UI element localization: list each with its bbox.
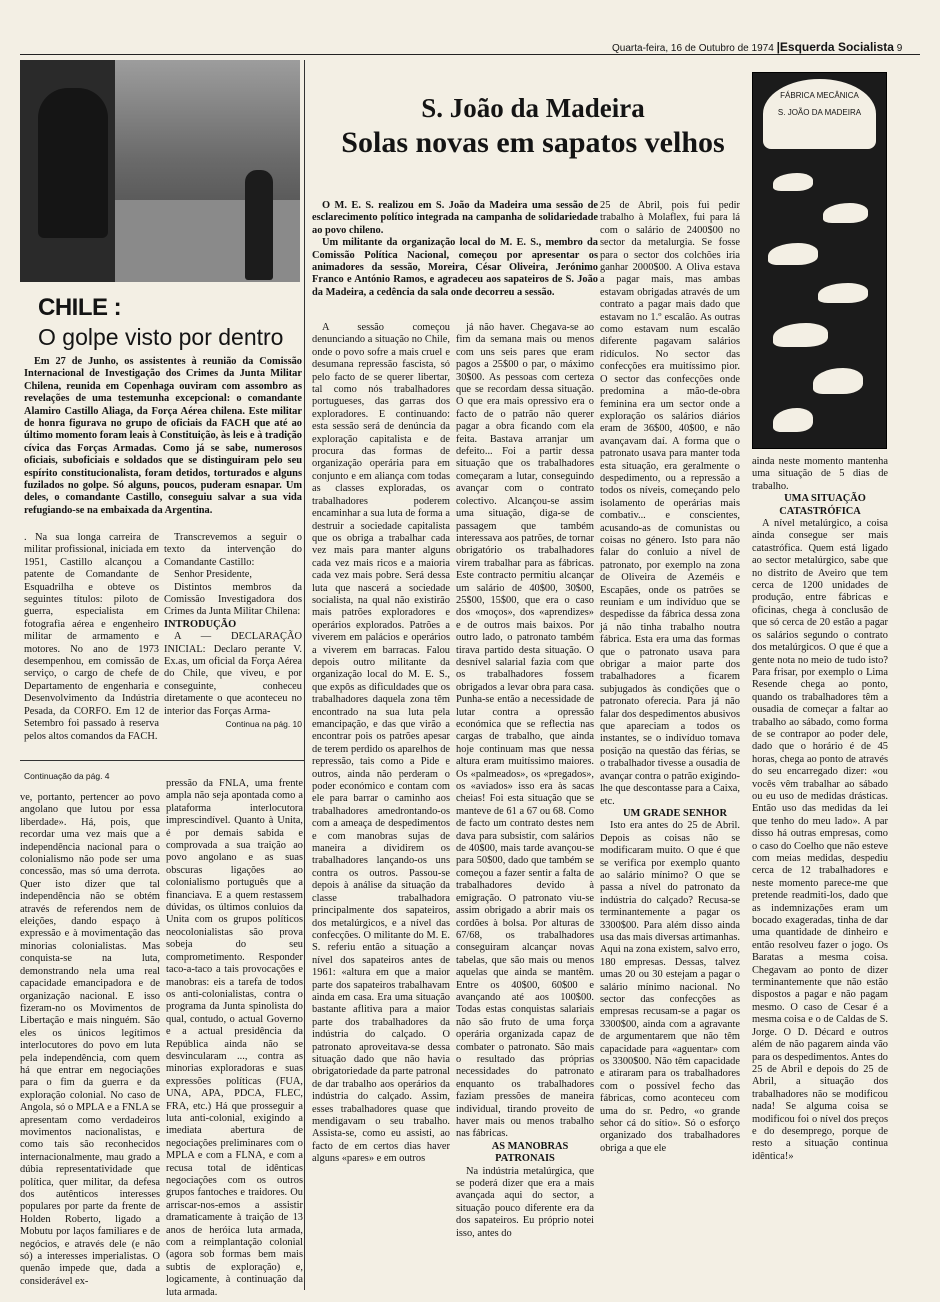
- section-rule: [20, 760, 304, 761]
- manobras-heading: AS MANOBRAS PATRONAIS: [491, 1140, 569, 1165]
- catastrofica-heading: UMA SITUAÇÃO CATASTRÓFICA: [779, 493, 866, 517]
- continued-note: Continua na pág. 10: [225, 719, 302, 730]
- chile-lead: Em 27 de Junho, os assistentes à reunião da Comissão Internacional de Investigação dos Crimes da Junta Militar Chilena, reunida em Copenhaga ouviram com assombro as revelações de uma testemunha excepcional: o comandante Alamiro Castillo Aliaga, da Força Aérea chilena. Este militar de honra figurava no grupo de oficiais da FACH que até ao último momento foram leais à Constituição, às leis e à tradição cívica das Forças Armadas. Como já se sabe, numerosos oficiais, suboficiais e soldados que se distinguiram pelo seu espírito constitucionalista, foram detidos, torturados e alguns fuzilados no golpe. Só alguns, poucos, puderam esnapar. Um deles, o comandante Castillo, conseguiu salvar a sua vida refugiando-se na embaixada da Argentina.: [24, 356, 302, 516]
- bottom-column-2: pressão da FNLA, uma frente ampla não seja apontada como a plataforma interlocutora imprescindível. Quanto à Unita, é por demais sabida e comprovada a sua traição ao povo angolano e as suas obscuras ligações ao colonialismo português que a financiava. E a quem restassem dúvidas, os últimos conluios da Unita com os grupos políticos neocolonialistas são prova sobeja do seu comprometimento. Responder taco-a-taco a tais provocações e manobras: eis a tarefa de todos os anti-colonialistas, contra o programa da Junta spinolista do qual, contudo, o actual Governo e a actual presidência da República ainda não se desvincularam ..., contra as minorias exploradoras e suas expressões políticas (FUA, UNA, APA, PDCA, FLEC, FRA, etc.) Há que prosseguir a luta anti-colonial, exigindo a imediata abertura de negociações preliminares com o MPLA e com a FLNA, e com a recusa total de idênticas negociações com os outros grupos fantoches e traidores. Ou arriscar-nos-emos a assistir dramaticamente à traição de 13 anos de heróica luta armada, com a reimplantação colonial (agora sob formas bem mais subtis de exploração) e, logicamente, à continuação da luta armada.: [166, 778, 303, 1298]
- madeira-title-a: S. João da Madeira: [421, 93, 645, 123]
- intro-heading: INTRODUÇÃO: [164, 618, 237, 630]
- madeira-column-3: 25 de Abril, pois fui pedir trabalho à Molaflex, fui para lá com o salário de 2400$00 no sector da metalurgia. Se fosse para o sector dos colchões iria ganhar 2000$00. A Oliva estava a pagar mais, mas ambas estavam obrigadas através de um contrato a pagar mais dado que estavam no 1.º escalão. As outras como estavam num escalão diferente pagavam salários ridículos. No sector das confecções era muitíssimo pior. O sector das confecções onde predomina a mão-de-obra feminina era um sector onde a exploração os salários diários eram de 36$00, 40$00, e não avançavam daí. A forma que o patronato usava para manter toda esta situação, era geralmente o despedimento, ou a repressão a todos os níveis, começando pelo isolamento de operárias mais combativ... e conscientes, acusando-as de comunistas ou coisas no género. Isto para não falar do conluio a nível de patronato, por exemplo na zona de Oliveira de Azeméis e Escapães, onde os patrões se reuniam e um indivíduo que se despedisse da fábrica dessa zona já não tinha trabalho noutra fábrica. Esta era uma das formas que o patronato usava para obrigar a maior parte dos trabalhadores a ficarem subjugados às condições que o patronato oferecia. Para já não falar dos despedimentos abusivos que apareciam a todos os instantes, se o indivíduo tomava posição na questão das férias, se o trabalhador tivesse a ousadia de avançar contra o patrão exigindo-lhe que descontasse para a Caixa, etc. UM GRADE SENHOR Isto era antes do 25 de Abril. Depois as coisas não se modificaram muito. O que é que se verifica por exemplo quanto ao salário mínimo? O que se passa a nível do patronato da indústria do calçado? Recusa-se terminantemente a pagar os 3300$00. Para além disso ainda usa das mais diversas artimanhas. Aqui na zona existem, salvo erro, 180 empresas. Dessas, talvez umas 20 ou 30 estejam a pagar o salário mínimo nacional. No sector das confecções as empresas recusam-se a pagar os 3300$00, ainda com a agravante de argumentarem que não têm capacidade para «aguentar» com os 3300$00. Não têm capacidade e atiraram para os trabalhadores com o possível fecho das fábricas, como aconteceu com uma do sr. Pedro, «o grande sehor cá do sítio». Só o esforço organizado dos trabalhadores obriga a que ele: [600, 200, 740, 1154]
- bottom-column-1: ve, portanto, pertencer ao povo angolano que lutou por essa liberdade». Há, pois, que recordar uma vez mais que a independência nacional para o colonialismo não pode ser uma concessão, mas só uma derrota. Quer isto dizer que tal independência não se obtém através de referendos nem de eleições, dando espaço à expressão e à movimentação das minorias colonialistas. Mas conquista-se na luta, demonstrando nela uma real capacidade emancipadora e de organização nacional. E isso fizeram-no os Movimentos de Libertação e mais ninguém. São eles os únicos legítimos interlocutores do povo em luta pela independência, com quem há que entrar em negociações para o fim da guerra e da exploração colonial. No caso de Angola, só o MPLA e a FNLA se apresentam como verdadeiros movimentos nacionalistas, e como tais são reconhecidos internacionalmente, mau grado a dúbia representatividade que política, quer militar, da defesa dos autênticos interesses populares por parte da frente de Holden Roberto, ligado a Mobutu por laços familiares e de negócios, e através dele (e não só) a interesses imperialistas. O quenão impede que, dada a considerável ex-: [20, 792, 160, 1287]
- paper-name: Esquerda Socialista: [779, 40, 894, 54]
- chile-headline: [38, 294, 298, 351]
- madeira-column-2: já não haver. Chegava-se ao fim da semana mais ou menos com uns seis pares que eram pagos a 25$00 o par, o máximo 30$00. As pessoas com certeza que se recordam dessa situação. O que era mais opressivo era o facto de o patrão não querer pagar a obra ficando com ela feita. Bastava arranjar um defeito... Foi a partir dessa situação que os trabalhadores começaram a lutar, conseguindo avançar com o contrato colectivo. Alcançou-se assim uma situação, diga-se de passagem que também interessava aos patrões, de tornar obrigatório os trabalhadores virem trabalhar para as fábricas. Este contracto permitiu alcançar um salário de 40$00, 30$00, 25$00, 15$00, que era o caso dos «moços», dos «aprendizes» e de outros mais baixos. Por outro lado, o patronato também tirava partido desta situação. O desnível salarial fazia com que os trabalhadores fossem obrigados a levar obra para casa. Punha-se então a necessidade de lutar contra a opressão económica que se reflectia nas cargas de trabalho, que ainda hoje continuam mas que nessa altura eram muitíssimo maiores. Os «palmeados», os «pregados», os «aviados» isso era às sacas cheias! Foi esta situação que se manteve de 61 a 67 ou 68. Como de facto um contrato destes nem dava para subsistir, com salários de 40$00, mais tarde avançou-se para 50$00, dado que também se começou a fazer sentir a falta de trabalhadores devido à emigração. O patronato viu-se assim obrigado a abrir mais os cordões à bolsa. Por alturas de 67/68, os trabalhadores conseguiram alcançar novas tabelas, que são mais ou menos aquelas que ainda se mantêm. Entre os 40$00, 60$00 e avançando até aos 100$00. Todas estas conquistas salariais não são fruto de uma força operária organizada capaz de combater o patronato. São mais o resultado das próprias necessidades do patronato enquanto os trabalhadores faziam pressões de maneira individual, tirando proveito de haver mais ou menos trabalho nas fábricas. AS MANOBRAS PATRONAIS Na indústria metalúrgica, que se poderá dizer que era a mais avançada aqui do sector, a situação pouco diferente era da dos sapateiros. Eu próprio notei isso, antes do: [456, 322, 594, 1239]
- madeira-title-b: Solas novas em sapatos velhos: [341, 126, 725, 159]
- continuation-label: Continuação da pág. 4: [24, 771, 110, 781]
- madeira-column-4: ainda neste momento mantenha uma situação de 5 dias de trabalho. UMA SITUAÇÃO CATASTRÓFICA A nível metalúrgico, a coisa ainda consegue ser mais catastrófica. Quem está ligado ao sector metalúrgico, sabe que no distrito de Aveiro que tem cerca de 1200 unidades de produção, entre fábricas e oficinas, chega à conclusão de que só cerca de 20 estão a pagar os salários segundo o contrato dos metalúrgicos. O que é que a gente nota no meio de tudo isto? Para frisar, por exemplo o Lima Resende chega ao ponto, quando os trabalhadores têm a ousadia de começar a faltar ao trabalho ao sábado, como forma de se contrapor ao poder dele, dado que o horário é de 45 horas, chega ao ponto de através do seu encarregado dizer: «ou vocês vêm trabalhar ao sábado ou eu uso de medidas drásticas. Então uso das medidas da lei que tenho do meu lado». A par disso há outras empresas, como o caso do Coelho que não esteve com meias medidas, despediu cerca de 12 trabalhadores e neste momento parece-me que pretende readmiti-los, dado que as indemnizações eram um bocado exageradas, tinha de dar uma quantidade de dinheiro e então resolveu fazer o jogo. Os Baratas a mesma coisa. Chegavam ao ponto de dizer terminantemente que não estão dispostos a pagar e não pagam mesmo. O caso de Cesar é a mesma coisa e o de Caldas de S. Jorge. O D. Décard e outros além de não pagarem ainda vão para os despedimentos. Antes do 25 de Abril e depois do 25 de Abril, a situação dos trabalhadores não se modificou nada! Se alguma coisa se modificou foi o nível dos preços e do desemprego, porque de resto a situação continua idêntica!»: [752, 456, 888, 1162]
- column-rule: [304, 60, 305, 1290]
- grade-senhor-heading: UM GRADE SENHOR: [623, 807, 727, 819]
- madeira-headline: [318, 92, 748, 162]
- factory-sign: FÁBRICA MECÂNICA S. JOÃO DA MADEIRA: [763, 79, 876, 149]
- page-number: 9: [896, 43, 903, 54]
- chile-column-a: . Na sua longa carreira de militar profissional, iniciada em 1951, Castillo alcançou a patente de Comandante de Esquadrilha e obteve os seguintes títulos: piloto de guerra, especialista em fotografia aérea e engenheiro militar de armamento e motores. No ano de 1973 desempenhou, em comissão de serviço, o cargo de chefe de Departamento de engenharia e Desenvolvimento da Indústria Pesada, da CORFO. Em 12 de Setembro foi passado à reserva pelos altos comandos da FACH.: [24, 532, 159, 742]
- chile-column-b: Transcrevemos a seguir o texto da intervenção do Comandante Castillo: Senhor Presidente, Distintos membros da Comissão Investigadora dos Crimes da Junta Militar Chilena: INTRODUÇÃO A — DECLARAÇÃO INICIAL: Declaro perante V. Ex.as, um oficial da Força Aérea do Chile, que viveu, e por conseguinte, conheceu diretamente o que aconteceu no interior das Forças Arma- Continua na pág. 10: [164, 532, 302, 730]
- masthead: Quarta-feira, 16 de Outubro de 1974 |Esquerda Socialista 9: [612, 40, 903, 54]
- madeira-column-1: A sessão começou denunciando a situação no Chile, onde o povo sofre a mais cruel e desumana repressão fascista, só pelo facto de se querer libertar, tal como nós trabalhadores portugueses, das garras dos exploradores. E continuando: esta sessão será de denúncia da exploração capitalista e de procura das formas de organização operária para em conjunto e em aliança com todas as classes exploradas, os trabalhadores poderem encaminhar a sua luta de forma a destruir a sociedade capitalista que os obriga a trabalhar cada vez mais para manter alguns cada vez mais ricos e a maioria cada vez mais pobre. Será dessa luta que nascerá a sociedade socialista, na qual não existirão mais patrões exploradores e operários explorados. Patrões a viverem em palácios e operários a viverem em barracas. Falou depois outro militante da organização local do M. E. S., que expôs as dificuldades que os trabalhadores daquela zona têm encontrado na sua luta pela emancipação, e das que virão a encontrar pois os patrões apesar de terem perdido os aparelhos de repressão, tais como a Pide e outros, ainda não perderam o poder económico e contam com ele para barrar o caminho aos trabalhadores amedrontando-os com a ameaça de despedimentos e com manobras sujas de maneira a dividirem os trabalhadores lançando-os uns contra os outros. Passou-se depois à análise da situação da classe trabalhadora principalmente dos sapateiros, dos metalúrgicos, e a nível das confecções. O militante do M. E. S. referiu então a situação a nível dos sapateiros antes de 1961: «altura em que a maior parte dos sapateiros trabalhavam ainda em casa. Era uma situação bastante aflitiva para a maior parte dos trabalhadores da indústria do calçado. O patronato aproveitava-se dessa situação dado que não havia obrigatoriedade da parte patronal de dar trabalho aos operários da indústria do calçado. Assim, esses trabalhadores quase que mendigavam o seu trabalho. Assista-se, como eu assisti, ao facto de em certos dias haver alguns «pares» e em outros: [312, 322, 450, 1165]
- chile-kicker: CHILE :: [38, 294, 122, 321]
- pedestrian-figure: [245, 170, 273, 280]
- chile-photo: [20, 60, 300, 282]
- madeira-lead: O M. E. S. realizou em S. João da Madeira uma sessão de esclarecimento político integrada na campanha de solidariedade ao povo chileno. Um militante da organização local do M. E. S., membro da Comissão Política Nacional, começou por apresentar os animadores da sessão, Moreira, César Oliveira, Jerónimo Franco e António Ramos, e agradeceu aos sapateiros de S. João da Madeira, a cedência da sala onde decorreu a sessão.: [312, 200, 598, 298]
- top-rule: [20, 54, 920, 55]
- soldier-figure: [38, 88, 108, 238]
- chile-title: O golpe visto por dentro: [38, 324, 284, 350]
- shoe-factory-illustration: [752, 72, 887, 449]
- issue-date: Quarta-feira, 16 de Outubro de 1974: [612, 43, 774, 54]
